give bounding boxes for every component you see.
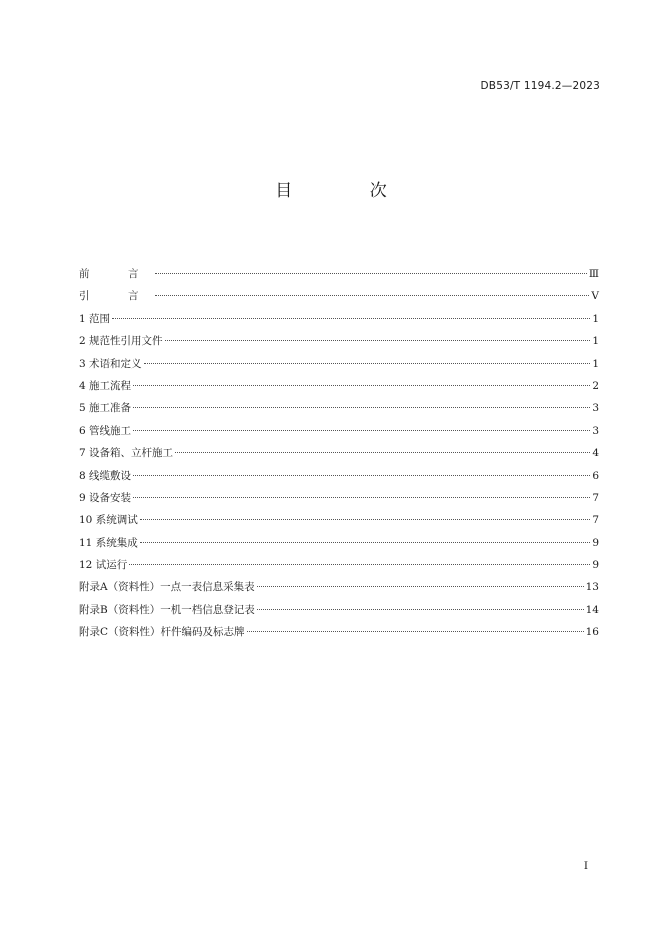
toc-entry-label: 3 术语和定义 bbox=[79, 357, 142, 370]
toc-entry-page: 7 bbox=[592, 514, 599, 527]
dot-leader bbox=[133, 475, 590, 476]
toc-entry-label: 2 规范性引用文件 bbox=[79, 335, 163, 348]
dot-leader bbox=[257, 609, 584, 610]
toc-entry-label: 附录A（资料性）一点一表信息采集表 bbox=[79, 581, 255, 594]
toc-entry-label: 附录C（资料性）杆件编码及标志牌 bbox=[79, 626, 245, 639]
toc-entry-page: 14 bbox=[585, 603, 599, 616]
table-of-contents bbox=[79, 263, 599, 644]
toc-entry-label: 4 施工流程 bbox=[79, 379, 132, 392]
dot-leader bbox=[155, 273, 587, 274]
toc-entry[interactable] bbox=[79, 465, 599, 487]
toc-entry[interactable] bbox=[79, 420, 599, 442]
dot-leader bbox=[112, 318, 590, 319]
toc-entry-label: 引 言 bbox=[79, 290, 153, 303]
toc-entry-page: 9 bbox=[592, 536, 599, 549]
dot-leader bbox=[133, 385, 590, 386]
toc-entry-page: Ⅴ bbox=[591, 290, 599, 303]
dot-leader bbox=[165, 340, 591, 341]
toc-entry-page: 2 bbox=[592, 379, 599, 392]
toc-entry-label: 9 设备安装 bbox=[79, 491, 132, 504]
toc-entry[interactable] bbox=[79, 509, 599, 531]
toc-entry[interactable] bbox=[79, 263, 599, 285]
toc-entry[interactable] bbox=[79, 330, 599, 352]
toc-entry[interactable] bbox=[79, 487, 599, 509]
dot-leader bbox=[247, 631, 584, 632]
toc-entry-page: 1 bbox=[592, 357, 599, 370]
toc-entry[interactable] bbox=[79, 442, 599, 464]
toc-entry[interactable] bbox=[79, 621, 599, 643]
toc-entry-label: 10 系统调试 bbox=[79, 514, 138, 527]
toc-entry-page: 3 bbox=[592, 424, 599, 437]
dot-leader bbox=[129, 564, 590, 565]
dot-leader bbox=[133, 430, 590, 431]
page-number: I bbox=[583, 860, 588, 872]
toc-entry[interactable] bbox=[79, 576, 599, 598]
toc-entry[interactable] bbox=[79, 532, 599, 554]
toc-entry-label: 5 施工准备 bbox=[79, 402, 132, 415]
toc-entry[interactable] bbox=[79, 599, 599, 621]
dot-leader bbox=[133, 497, 590, 498]
toc-entry-label: 1 范围 bbox=[79, 312, 111, 325]
toc-entry-label: 12 试运行 bbox=[79, 559, 128, 572]
toc-entry[interactable] bbox=[79, 397, 599, 419]
dot-leader bbox=[144, 363, 591, 364]
toc-entry-page: 3 bbox=[592, 402, 599, 415]
toc-entry-label: 7 设备箱、立杆施工 bbox=[79, 447, 174, 460]
toc-entry-label: 前 言 bbox=[79, 268, 153, 280]
dot-leader bbox=[140, 519, 591, 520]
toc-title: 目 次 bbox=[275, 181, 423, 201]
toc-entry[interactable] bbox=[79, 353, 599, 375]
toc-entry-page: Ⅲ bbox=[588, 268, 599, 280]
toc-entry-label: 8 线缆敷设 bbox=[79, 469, 132, 482]
toc-entry-page: 1 bbox=[592, 335, 599, 348]
toc-entry-label: 附录B（资料性）一机一档信息登记表 bbox=[79, 603, 255, 616]
toc-entry-page: 13 bbox=[585, 581, 599, 594]
dot-leader bbox=[155, 295, 590, 296]
dot-leader bbox=[175, 452, 590, 453]
toc-entry[interactable] bbox=[79, 285, 599, 307]
toc-entry[interactable] bbox=[79, 554, 599, 576]
toc-entry-page: 7 bbox=[592, 491, 599, 504]
toc-entry-label: 6 管线施工 bbox=[79, 424, 132, 437]
toc-entry-page: 6 bbox=[592, 469, 599, 482]
toc-entry[interactable] bbox=[79, 308, 599, 330]
document-code: DB53/T 1194.2—2023 bbox=[480, 80, 600, 92]
dot-leader bbox=[257, 586, 584, 587]
toc-entry-page: 4 bbox=[592, 447, 599, 460]
dot-leader bbox=[133, 407, 590, 408]
toc-entry-page: 1 bbox=[592, 312, 599, 325]
toc-entry-label: 11 系统集成 bbox=[79, 536, 138, 549]
toc-entry[interactable] bbox=[79, 375, 599, 397]
toc-entry-page: 9 bbox=[592, 559, 599, 572]
toc-entry-page: 16 bbox=[585, 626, 599, 639]
dot-leader bbox=[140, 542, 591, 543]
